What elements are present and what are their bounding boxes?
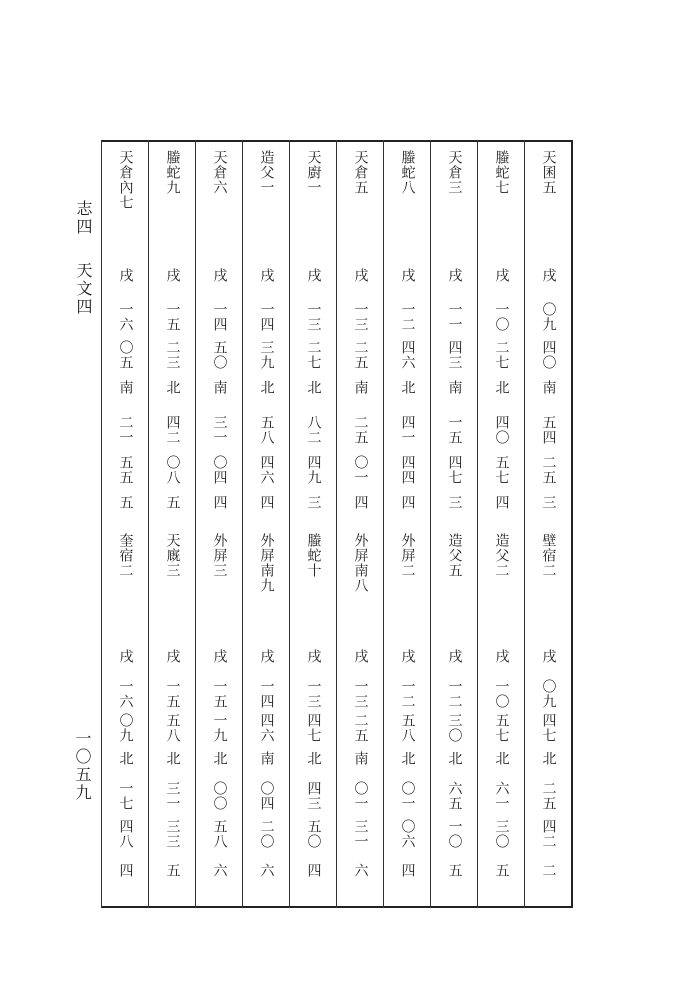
upper-name-cell: 天廚一 [305, 150, 322, 195]
upper-dec-min-cell: 五七 [493, 455, 510, 485]
lower-ra-min-cell: 〇九 [540, 679, 557, 709]
upper-dir-cell: 北 [164, 380, 181, 395]
upper-dec-min-cell: 二五 [540, 455, 557, 485]
lower-ra-sec-cell: 四七 [305, 713, 322, 743]
upper-ra-sec-cell: 二五 [352, 340, 369, 370]
lower-dec-deg-cell: 二五 [540, 781, 557, 811]
upper-dir-cell: 南 [446, 380, 463, 395]
lower-dec-deg-cell: 一七 [117, 781, 134, 811]
lower-name-cell: 造父五 [446, 533, 463, 578]
lower-mag-cell: 五 [493, 863, 510, 878]
lower-dec-deg-cell: 〇一 [352, 781, 369, 811]
lower-mag-cell: 五 [164, 863, 181, 878]
upper-ra-deg-cell: 戌 [211, 268, 228, 283]
upper-mag-cell: 三 [305, 495, 322, 510]
upper-ra-min-cell: 一六 [117, 302, 134, 332]
lower-ra-deg-cell: 戌 [211, 649, 228, 664]
upper-name-cell: 造父一 [258, 150, 275, 195]
lower-dec-min-cell: 五〇 [305, 819, 322, 849]
lower-dec-deg-cell: 〇一 [399, 781, 416, 811]
upper-ra-deg-cell: 戌 [164, 268, 181, 283]
upper-mag-cell: 三 [446, 495, 463, 510]
lower-mag-cell: 六 [258, 863, 275, 878]
lower-mag-cell: 五 [446, 863, 463, 878]
lower-ra-deg-cell: 戌 [258, 649, 275, 664]
lower-dec-min-cell: 二〇 [258, 819, 275, 849]
upper-name-cell: 天囷五 [540, 150, 557, 195]
upper-dec-deg-cell: 四一 [399, 415, 416, 445]
lower-dec-deg-cell: 〇四 [258, 781, 275, 811]
lower-ra-min-cell: 一二 [446, 679, 463, 709]
lower-dec-min-cell: 三三 [164, 819, 181, 849]
upper-dec-min-cell: 〇四 [211, 455, 228, 485]
upper-name-cell: 天倉三 [446, 150, 463, 195]
upper-dec-min-cell: 五五 [117, 455, 134, 485]
upper-ra-sec-cell: 三九 [258, 340, 275, 370]
lower-dec-min-cell: 四二 [540, 819, 557, 849]
lower-dec-deg-cell: 四三 [305, 781, 322, 811]
lower-ra-min-cell: 一五 [164, 679, 181, 709]
upper-name-cell: 天倉內七 [117, 150, 134, 210]
lower-ra-sec-cell: 二五 [352, 713, 369, 743]
upper-ra-deg-cell: 戌 [540, 268, 557, 283]
table-column [524, 140, 572, 908]
lower-ra-deg-cell: 戌 [117, 649, 134, 664]
lower-name-cell: 造父二 [493, 533, 510, 578]
section-label: 天文四 [74, 262, 93, 316]
upper-dir-cell: 南 [117, 380, 134, 395]
upper-ra-min-cell: 一三 [305, 302, 322, 332]
lower-dir-cell: 南 [258, 751, 275, 766]
lower-ra-min-cell: 一五 [211, 679, 228, 709]
upper-ra-deg-cell: 戌 [399, 268, 416, 283]
lower-ra-sec-cell: 〇九 [117, 713, 134, 743]
upper-ra-deg-cell: 戌 [117, 268, 134, 283]
lower-dir-cell: 北 [117, 751, 134, 766]
upper-dec-deg-cell: 五八 [258, 415, 275, 445]
upper-dec-deg-cell: 四〇 [493, 415, 510, 445]
lower-ra-deg-cell: 戌 [493, 649, 510, 664]
lower-dec-min-cell: 一〇 [446, 819, 463, 849]
upper-ra-sec-cell: 二七 [493, 340, 510, 370]
upper-dec-min-cell: 四七 [446, 455, 463, 485]
lower-mag-cell: 四 [399, 863, 416, 878]
lower-name-cell: 外屏二 [399, 533, 416, 578]
lower-dec-deg-cell: 三一 [164, 781, 181, 811]
lower-ra-sec-cell: 五八 [164, 713, 181, 743]
lower-dec-min-cell: 三〇 [493, 819, 510, 849]
upper-ra-sec-cell: 四六 [399, 340, 416, 370]
upper-ra-sec-cell: 〇五 [117, 340, 134, 370]
lower-ra-deg-cell: 戌 [540, 649, 557, 664]
lower-ra-deg-cell: 戌 [446, 649, 463, 664]
lower-mag-cell: 六 [352, 863, 369, 878]
table-column [289, 140, 337, 908]
upper-mag-cell: 四 [211, 495, 228, 510]
upper-dec-min-cell: 〇八 [164, 455, 181, 485]
lower-ra-min-cell: 一三 [305, 679, 322, 709]
upper-ra-sec-cell: 二七 [305, 340, 322, 370]
lower-dec-deg-cell: 六五 [446, 781, 463, 811]
upper-mag-cell: 四 [493, 495, 510, 510]
upper-name-cell: 天倉六 [211, 150, 228, 195]
table-column [148, 140, 196, 908]
upper-ra-min-cell: 一〇 [493, 302, 510, 332]
lower-dir-cell: 北 [540, 751, 557, 766]
lower-ra-sec-cell: 五八 [399, 713, 416, 743]
lower-name-cell: 外屏三 [211, 533, 228, 578]
lower-name-cell: 外屏南九 [258, 533, 275, 593]
upper-mag-cell: 四 [258, 495, 275, 510]
table-column [195, 140, 243, 908]
upper-dir-cell: 北 [399, 380, 416, 395]
upper-mag-cell: 五 [164, 495, 181, 510]
lower-mag-cell: 四 [117, 863, 134, 878]
upper-dec-deg-cell: 二一 [117, 415, 134, 445]
lower-ra-deg-cell: 戌 [352, 649, 369, 664]
upper-dec-deg-cell: 四二 [164, 415, 181, 445]
lower-ra-min-cell: 一〇 [493, 679, 510, 709]
upper-ra-deg-cell: 戌 [446, 268, 463, 283]
lower-dir-cell: 北 [399, 751, 416, 766]
upper-dec-deg-cell: 二五 [352, 415, 369, 445]
upper-mag-cell: 五 [117, 495, 134, 510]
upper-dec-min-cell: 四六 [258, 455, 275, 485]
upper-ra-deg-cell: 戌 [258, 268, 275, 283]
upper-dec-deg-cell: 三一 [211, 415, 228, 445]
upper-ra-deg-cell: 戌 [352, 268, 369, 283]
lower-ra-sec-cell: 四七 [540, 713, 557, 743]
upper-ra-deg-cell: 戌 [493, 268, 510, 283]
lower-ra-sec-cell: 一九 [211, 713, 228, 743]
upper-name-cell: 天倉五 [352, 150, 369, 195]
upper-dir-cell: 北 [493, 380, 510, 395]
table-column [430, 140, 478, 908]
lower-ra-min-cell: 一六 [117, 679, 134, 709]
lower-name-cell: 螣蛇十 [305, 533, 322, 578]
table-column [336, 140, 384, 908]
upper-dec-min-cell: 四四 [399, 455, 416, 485]
upper-ra-deg-cell: 戌 [305, 268, 322, 283]
upper-name-cell: 螣蛇七 [493, 150, 510, 195]
upper-ra-min-cell: 一四 [211, 302, 228, 332]
lower-mag-cell: 四 [305, 863, 322, 878]
lower-ra-sec-cell: 五七 [493, 713, 510, 743]
upper-mag-cell: 三 [540, 495, 557, 510]
upper-ra-min-cell: 〇九 [540, 302, 557, 332]
upper-dec-deg-cell: 一五 [446, 415, 463, 445]
upper-ra-sec-cell: 五〇 [211, 340, 228, 370]
lower-dec-min-cell: 五八 [211, 819, 228, 849]
upper-ra-min-cell: 一三 [352, 302, 369, 332]
lower-ra-min-cell: 一四 [258, 679, 275, 709]
table-column [383, 140, 431, 908]
upper-ra-min-cell: 一二 [399, 302, 416, 332]
lower-dir-cell: 北 [305, 751, 322, 766]
table-column [242, 140, 290, 908]
lower-dir-cell: 北 [164, 751, 181, 766]
upper-ra-sec-cell: 四三 [446, 340, 463, 370]
upper-name-cell: 螣蛇八 [399, 150, 416, 195]
upper-name-cell: 螣蛇九 [164, 150, 181, 195]
lower-dir-cell: 北 [211, 751, 228, 766]
upper-dec-deg-cell: 八二 [305, 415, 322, 445]
lower-name-cell: 壁宿二 [540, 533, 557, 578]
lower-dir-cell: 北 [446, 751, 463, 766]
upper-ra-min-cell: 一一 [446, 302, 463, 332]
upper-ra-sec-cell: 二三 [164, 340, 181, 370]
upper-ra-min-cell: 一四 [258, 302, 275, 332]
upper-dec-deg-cell: 五四 [540, 415, 557, 445]
lower-name-cell: 奎宿二 [117, 533, 134, 578]
lower-mag-cell: 六 [211, 863, 228, 878]
lower-dir-cell: 北 [493, 751, 510, 766]
upper-dir-cell: 南 [352, 380, 369, 395]
lower-dec-min-cell: 三一 [352, 819, 369, 849]
lower-ra-sec-cell: 三〇 [446, 713, 463, 743]
lower-dec-min-cell: 四八 [117, 819, 134, 849]
page-number: 一〇五九 [73, 730, 92, 802]
lower-dec-deg-cell: 〇〇 [211, 781, 228, 811]
chapter-label: 志四 [74, 200, 93, 236]
upper-dir-cell: 北 [258, 380, 275, 395]
lower-ra-sec-cell: 四六 [258, 713, 275, 743]
table-column [101, 140, 149, 908]
upper-dir-cell: 北 [305, 380, 322, 395]
upper-dec-min-cell: 〇一 [352, 455, 369, 485]
lower-mag-cell: 二 [540, 863, 557, 878]
lower-dec-deg-cell: 六一 [493, 781, 510, 811]
lower-ra-deg-cell: 戌 [399, 649, 416, 664]
star-catalog-table [101, 140, 573, 908]
lower-ra-deg-cell: 戌 [305, 649, 322, 664]
lower-ra-deg-cell: 戌 [164, 649, 181, 664]
upper-dec-min-cell: 四九 [305, 455, 322, 485]
lower-ra-min-cell: 一二 [399, 679, 416, 709]
upper-dir-cell: 南 [211, 380, 228, 395]
lower-name-cell: 天廐三 [164, 533, 181, 578]
upper-ra-sec-cell: 四〇 [540, 340, 557, 370]
upper-ra-min-cell: 一五 [164, 302, 181, 332]
lower-name-cell: 外屏南八 [352, 533, 369, 593]
lower-dir-cell: 南 [352, 751, 369, 766]
lower-dec-min-cell: 〇六 [399, 819, 416, 849]
upper-mag-cell: 四 [352, 495, 369, 510]
table-column [477, 140, 525, 908]
lower-ra-min-cell: 一三 [352, 679, 369, 709]
upper-mag-cell: 四 [399, 495, 416, 510]
upper-dir-cell: 南 [540, 380, 557, 395]
